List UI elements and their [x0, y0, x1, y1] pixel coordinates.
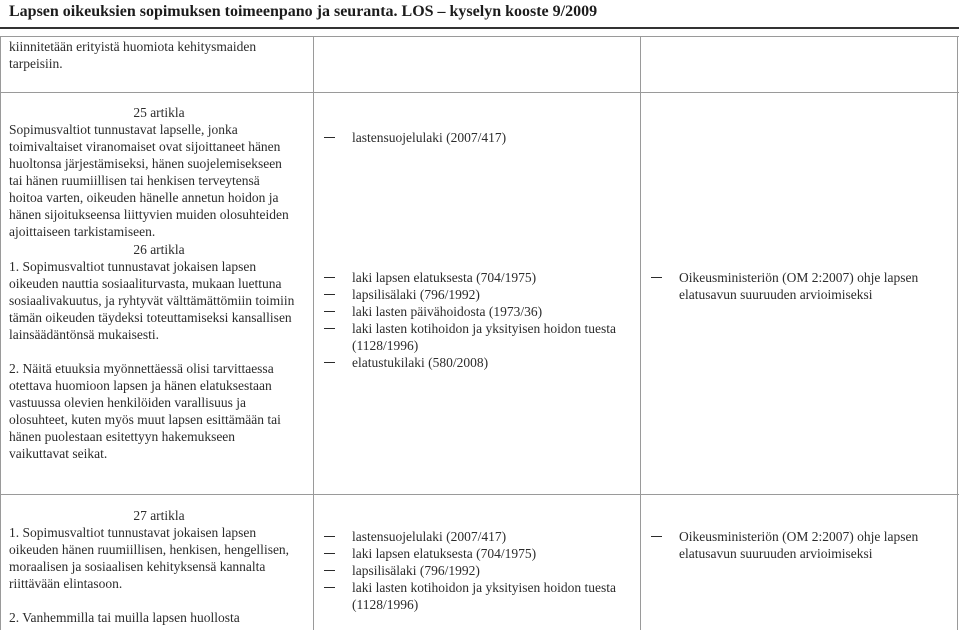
row3-article-text: [9, 507, 309, 626]
text-line: 2. Vanhemmilla tai muilla lapsen huollosta: [9, 610, 240, 625]
article-25-heading: 25 artikla: [133, 105, 185, 120]
law-item: laki lasten päivähoidosta (1973/36): [324, 303, 634, 320]
column-divider-2: [313, 36, 314, 630]
page-title: Lapsen oikeuksien sopimuksen toimeenpano ja seuranta. LOS – kyselyn kooste 9/2009: [9, 3, 598, 20]
column-divider-4: [957, 36, 958, 630]
article-26-heading: 26 artikla: [133, 242, 185, 257]
text-line: Sopimusvaltiot tunnustavat lapselle, jonka: [9, 122, 238, 137]
row1-article-text: [9, 38, 309, 72]
text-line: tarpeisiin.: [9, 56, 63, 71]
text-line: moraalisen ja sosiaalisen kehityksensä kannalta: [9, 559, 266, 574]
row2-guidance: [651, 269, 951, 303]
text-line: tämän oikeuden täydeksi toteuttamiseksi kansallisen: [9, 310, 292, 325]
row-divider-2: [0, 92, 959, 93]
text-line: huoltonsa järjestämiseksi, hänen suojelemisekseen: [9, 156, 282, 171]
row2-article-text: [9, 104, 309, 462]
row3-guidance: [651, 528, 951, 562]
guidance-item: Oikeusministeriön (OM 2:2007) ohje lapsen elatusavun suuruuden arvioimiseksi: [651, 269, 951, 303]
law-item: lastensuojelulaki (2007/417): [324, 129, 634, 146]
text-line: 2. Näitä etuuksia myönnettäessä olisi tarvittaessa: [9, 361, 274, 376]
law-item: lastensuojelulaki (2007/417): [324, 528, 634, 545]
text-line: oikeuden hänen ruumiillisen, henkisen, hengellisen,: [9, 542, 290, 557]
text-line: vastuussa olevien henkilöiden varallisuus ja: [9, 395, 246, 410]
row-divider-1: [0, 36, 959, 37]
law-item: elatustukilaki (580/2008): [324, 354, 634, 371]
text-line: oikeuden nauttia sosiaaliturvasta, mukaan luettuna: [9, 276, 282, 291]
text-line: ajoittaiseen tarkistamiseen.: [9, 224, 156, 239]
text-line: lainsäädäntönsä mukaisesti.: [9, 327, 159, 342]
law-item: lapsilisälaki (796/1992): [324, 562, 634, 579]
guidance-item: Oikeusministeriön (OM 2:2007) ohje lapsen elatusavun suuruuden arvioimiseksi: [651, 528, 951, 562]
law-item: laki lapsen elatuksesta (704/1975): [324, 545, 634, 562]
law-item: lapsilisälaki (796/1992): [324, 286, 634, 303]
law-item: laki lapsen elatuksesta (704/1975): [324, 269, 634, 286]
text-line: vaikuttavat seikat.: [9, 446, 108, 461]
text-line: otettava huomioon lapsen ja hänen elatuksestaan: [9, 378, 272, 393]
text-line: hänen puolestaan esitettyyn hakemukseen: [9, 429, 236, 444]
text-line: toimivaltaiset viranomaiset ovat sijoittaneet hänen: [9, 139, 281, 154]
text-line: tai hänen ruumiillisen tai henkisen terveytensä: [9, 173, 260, 188]
row2-laws-26: [324, 269, 634, 371]
text-line: hänen sijoitukseensa liittyvien muiden olosuhteiden: [9, 207, 289, 222]
article-27-heading: 27 artikla: [133, 508, 185, 523]
column-divider-1: [0, 36, 1, 630]
header-rule: [0, 27, 959, 29]
text-line: sosiaalivakuutus, ja ryhtyvät välttämättömiin toimiin: [9, 293, 295, 308]
row-divider-3: [0, 494, 959, 495]
law-item: laki lasten kotihoidon ja yksityisen hoidon tuesta (1128/1996): [324, 579, 634, 613]
text-line: riittävään elintasoon.: [9, 576, 123, 591]
text-line: olosuhteet, kuten myös muut lapsen esittämään tai: [9, 412, 281, 427]
row3-laws: [324, 528, 634, 613]
text-line: kiinnitetään erityistä huomiota kehitysmaiden: [9, 39, 257, 54]
text-line: 1. Sopimusvaltiot tunnustavat jokaisen lapsen: [9, 525, 257, 540]
law-item: laki lasten kotihoidon ja yksityisen hoidon tuesta (1128/1996): [324, 320, 634, 354]
row2-laws-25: [324, 129, 634, 146]
text-line: 1. Sopimusvaltiot tunnustavat jokaisen lapsen: [9, 259, 257, 274]
text-line: hoitoa varten, oikeuden hänelle annetun hoidon ja: [9, 190, 279, 205]
column-divider-3: [640, 36, 641, 630]
